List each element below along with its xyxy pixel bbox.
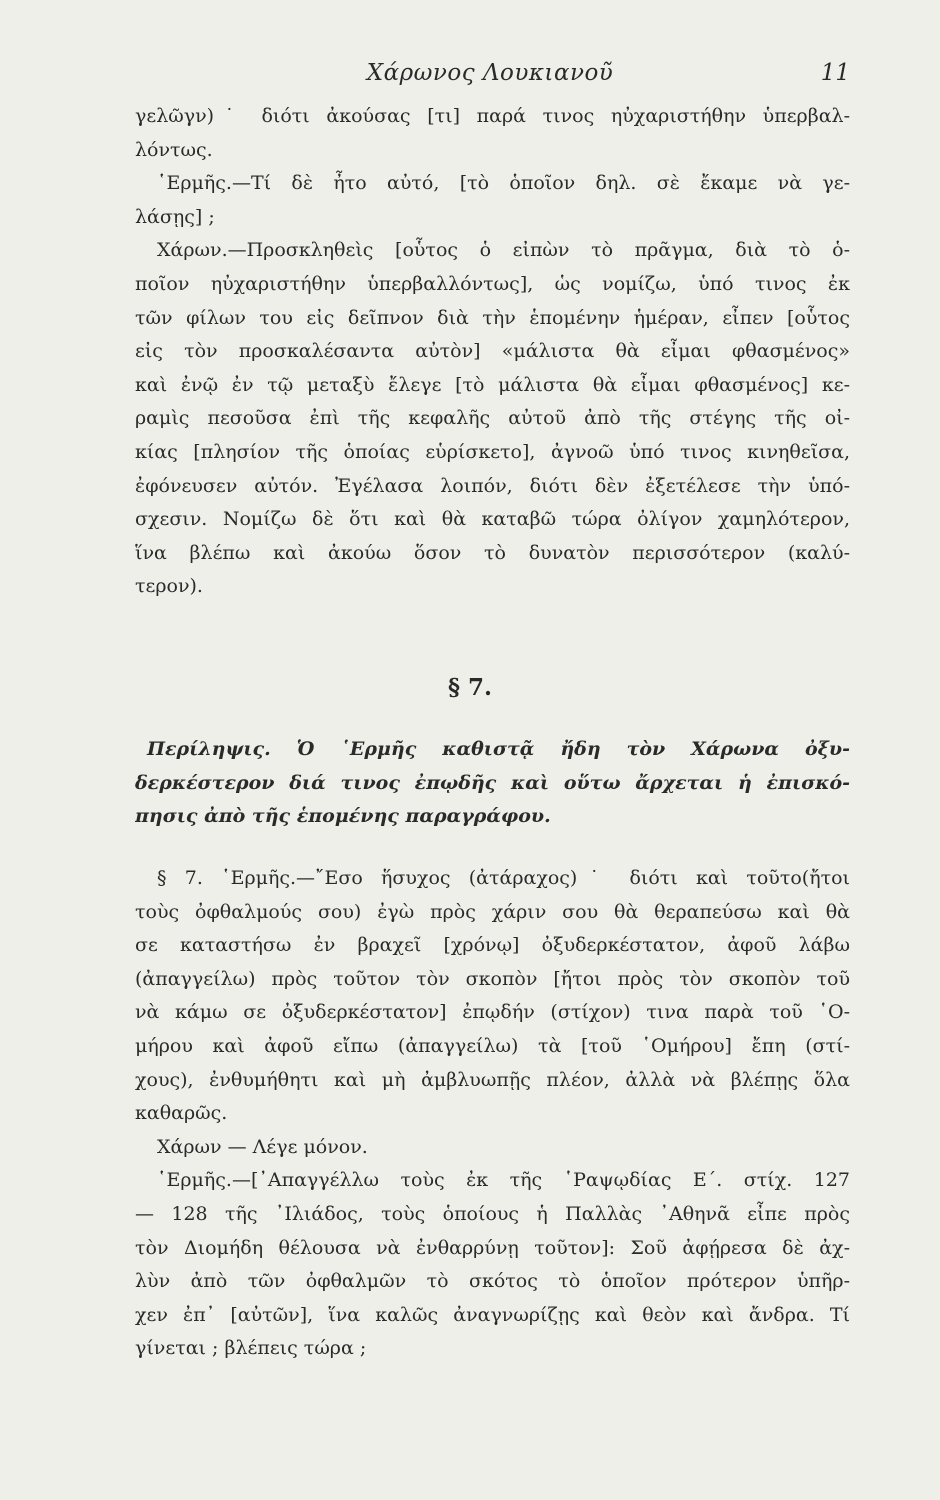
text-line: καὶ ἐνῷ ἐν τῷ μεταξὺ ἔλεγε [τὸ μάλιστα θὰ εἶμαι φθασμένος] κε- xyxy=(135,373,850,396)
text-line: Χάρων.—Προσκληθεὶς [οὗτος ὁ εἰπὼν τὸ πρᾶγμα, διὰ τὸ ὁ- xyxy=(157,239,850,262)
text-line: § 7. ῾Ερμῆς.—῎Εσο ἥσυχος (ἀτάραχος)˙ διότι καὶ τοῦτο(ἤτοι xyxy=(157,867,850,889)
text-line: ἵνα βλέπω καὶ ἀκούω ὅσον τὸ δυνατὸν περισσότερον (καλύ- xyxy=(135,541,850,564)
page-number: 11 xyxy=(820,60,850,86)
text-line: ῾Ερμῆς.—[᾿Απαγγέλλω τοὺς ἐκ τῆς ῾Ραψῳδίας Ε΄. στίχ. 127 xyxy=(157,1169,850,1192)
text-line: τερον). xyxy=(135,575,203,598)
text-line: λόντως. xyxy=(135,138,213,161)
text-line: δερκέστερον διά τινος ἐπῳδῆς καὶ οὕτω ἄρχεται ἡ ἐπισκό- xyxy=(135,771,850,794)
text-line: Περίληψις. Ὁ ῾Ερμῆς καθιστᾷ ἤδη τὸν Χάρωνα ὀξυ- xyxy=(147,738,850,760)
text-line: τοὺς ὀφθαλμούς σου) ἐγὼ πρὸς χάριν σου θὰ θεραπεύσω καὶ θὰ xyxy=(135,900,850,923)
text-line: ῾Ερμῆς.—Τί δὲ ἦτο αὐτό, [τὸ ὁποῖον δηλ. σὲ ἔκαμε νὰ γε- xyxy=(157,172,850,195)
text-line: μήρου καὶ ἀφοῦ εἴπω (ἀπαγγείλω) τὰ [τοῦ ῾Ομήρου] ἔπη (στί- xyxy=(135,1034,850,1057)
running-title: Χάρωνος Λουκιανοῦ xyxy=(366,60,614,86)
dialogue-paragraph-1 xyxy=(135,100,850,604)
text-line: ἐφόνευσεν αὐτόν. Ἐγέλασα λοιπόν, διότι δὲν ἐξετέλεσε τὴν ὑπό- xyxy=(135,474,850,497)
text-line: ραμὶς πεσοῦσα ἐπὶ τῆς κεφαλῆς αὐτοῦ ἀπὸ τῆς στέγης τῆς οἰ- xyxy=(135,407,850,430)
text-line: νὰ κάμω σε ὀξυδερκέστατον] ἐπῳδήν (στίχον) τινα παρὰ τοῦ ῾Ο- xyxy=(135,1001,850,1024)
section-heading: § 7. xyxy=(447,674,493,701)
text-line: σε καταστήσω ἐν βραχεῖ [χρόνῳ] ὀξυδερκέστατον, ἀφοῦ λάβω xyxy=(135,934,850,957)
text-line: γελῶγν)˙ διότι ἀκούσας [τι] παρά τινος ηὐχαριστήθην ὑπερβαλ- xyxy=(135,105,850,127)
text-line: χους), ἐνθυμήθητι καὶ μὴ ἀμβλυωπῇς πλέον, ἀλλὰ νὰ βλέπῃς ὅλα xyxy=(135,1068,850,1091)
text-line: (ἀπαγγείλω) πρὸς τοῦτον τὸν σκοπὸν [ἤτοι πρὸς τὸν σκοπὸν τοῦ xyxy=(135,967,850,990)
text-line: λὺν ἀπὸ τῶν ὀφθαλμῶν τὸ σκότος τὸ ὁποῖον πρότερον ὑπῆρ- xyxy=(135,1270,850,1293)
text-line: χεν ἐπ᾿ [αὐτῶν], ἵνα καλῶς ἀναγνωρίζῃς καὶ θεὸν καὶ ἄνδρα. Τί xyxy=(135,1303,850,1326)
text-line: σχεσιν. Νομίζω δὲ ὅτι καὶ θὰ καταβῶ τώρα ὀλίγον χαμηλότερον, xyxy=(135,508,850,531)
text-line: — 128 τῆς ᾿Ιλιάδος, τοὺς ὁποίους ἡ Παλλὰς ᾿Αθηνᾶ εἶπε πρὸς xyxy=(135,1202,850,1225)
text-line: τὸν Διομήδη θέλουσα νὰ ἐνθαρρύνῃ τοῦτον]: Σοῦ ἀφῄρεσα δὲ ἀχ- xyxy=(135,1236,850,1259)
text-line: πησις ἀπὸ τῆς ἑπομένης παραγράφου. xyxy=(135,805,551,828)
text-line: εἰς τὸν προσκαλέσαντα αὐτὸν] «μάλιστα θὰ εἶμαι φθασμένος» xyxy=(135,340,850,363)
text-line: Χάρων — Λέγε μόνον. xyxy=(157,1135,368,1158)
page-header xyxy=(130,60,850,94)
text-line: λάσῃς] ; xyxy=(135,205,215,228)
text-line: κίας [πλησίον τῆς ὁποίας εὑρίσκετο], ἀγνοῶ ὑπό τινος κινηθεῖσα, xyxy=(135,440,850,463)
summary-paragraph xyxy=(135,733,850,834)
text-line: γίνεται ; βλέπεις τώρα ; xyxy=(135,1337,367,1360)
text-line: ποῖον ηὐχαριστήθην ὑπερβαλλόντως], ὡς νομίζω, ὑπό τινος ἐκ xyxy=(135,272,850,295)
dialogue-paragraph-2 xyxy=(135,862,850,1366)
text-line: τῶν φίλων του εἰς δεῖπνον διὰ τὴν ἑπομένην ἡμέραν, εἶπεν [οὗτος xyxy=(135,306,850,329)
text-line: καθαρῶς. xyxy=(135,1102,228,1125)
